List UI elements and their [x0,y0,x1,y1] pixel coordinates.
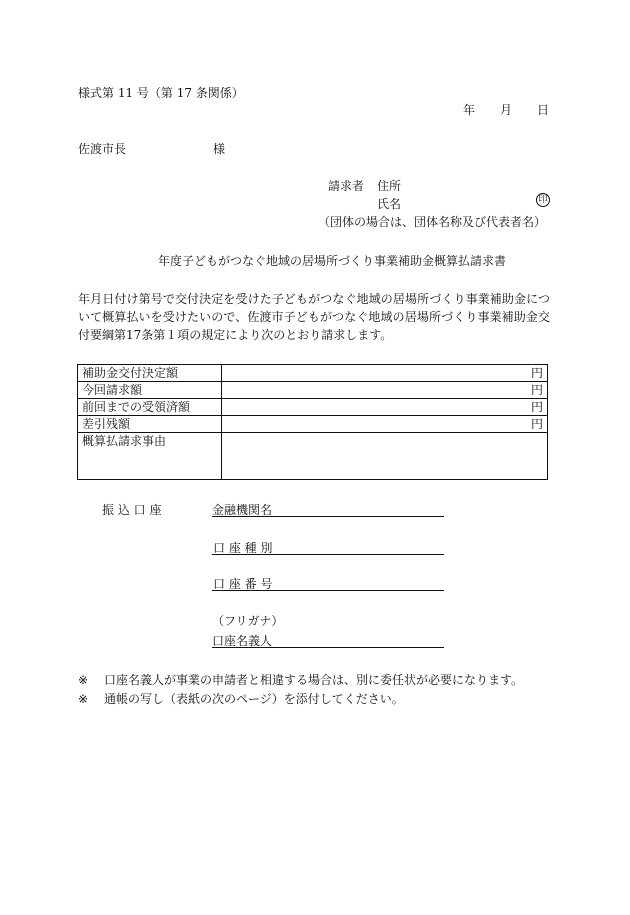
row-unit: 円 [222,416,548,433]
reason-value [222,433,548,480]
account-holder-label: 口座名義人 [212,634,273,648]
account-number-label: 口 座 番 号 [213,577,273,591]
note-mark: ※ [78,673,89,687]
row-label: 今回請求額 [78,382,222,399]
seal-mark: 印 [536,193,550,207]
account-number-line [212,590,444,591]
institution-label: 金融機関名 [212,503,273,517]
group-note: （団体の場合は、団体名称及び代表者名） [318,215,547,229]
body-month: 月 [90,292,103,306]
row-label: 差引残額 [78,416,222,433]
note-text: 口座名義人が事業の申請者と相違する場合は、別に委任状が必要になります。 [104,673,524,687]
request-paragraph [78,290,550,344]
reason-label: 概算払請求事由 [78,433,222,480]
row-unit: 円 [222,399,548,416]
row-label: 補助金交付決定額 [78,365,222,382]
row-unit: 円 [222,382,548,399]
row-label: 前回までの受領済額 [78,399,222,416]
table-row [78,433,548,480]
date-year: 年 [463,103,476,117]
document-title: 年度子どもがつなぐ地域の居場所づくり事業補助金概算払請求書 [158,254,507,268]
table-row [78,416,548,433]
account-type-line [212,554,444,555]
account-type-label: 口 座 種 別 [213,541,273,555]
table-row [78,382,548,399]
table-row [78,399,548,416]
body-number-prefix: 第 [138,292,151,306]
bank-heading: 振 込 口 座 [102,503,162,517]
requester-label: 請求者 [328,179,365,193]
body-dated: 日付け [102,292,139,306]
address-label: 住所 [377,179,402,193]
furigana-label: （フリガナ） [212,614,284,628]
date-day: 日 [537,103,550,117]
table-row [78,365,548,382]
body-year: 年 [78,292,91,306]
account-holder-line [212,647,444,648]
row-unit: 円 [222,365,548,382]
name-label: 氏名 [377,197,402,211]
amount-table [77,364,548,480]
body-text: 号で交付決定を受けた子どもがつなぐ地域の居場所づくり事業補助金について概算払いを受けたいので、佐渡市子どもがつなぐ地域の居場所づくり事業補助金交付要綱第17条第１項の規定により次のとおり請求します。 [78,292,550,342]
addressee-mayor: 佐渡市長 [78,142,127,156]
addressee-honorific: 様 [213,142,226,156]
note-mark: ※ [78,692,89,706]
note-text: 通帳の写し（表紙の次のページ）を添付してください。 [104,692,404,706]
date-month: 月 [500,103,513,117]
institution-line [212,516,444,517]
form-number: 様式第 11 号（第 17 条関係） [78,86,244,100]
